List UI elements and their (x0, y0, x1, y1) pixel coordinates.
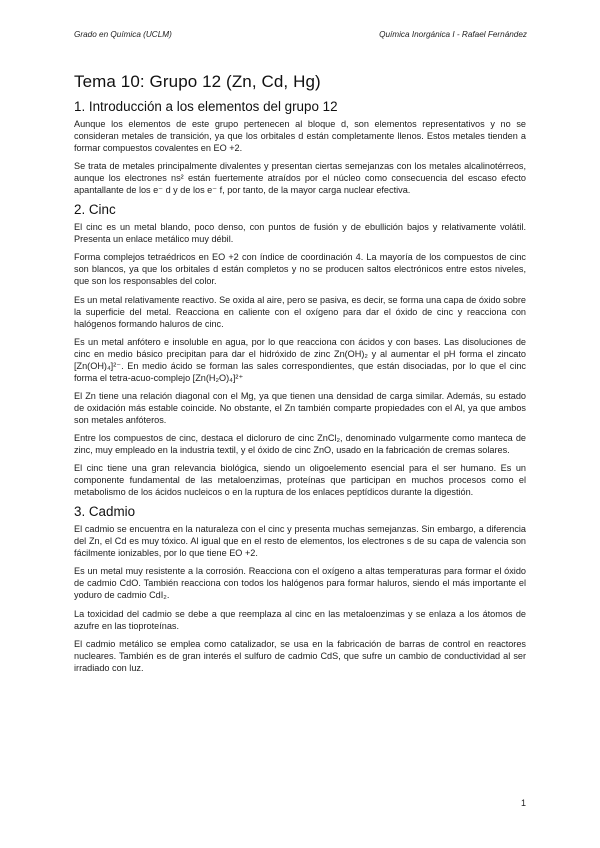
header-course: Grado en Química (UCLM) (74, 30, 172, 39)
section-heading: 1. Introducción a los elementos del grupo 12 (74, 99, 338, 114)
paragraph: Forma complejos tetraédricos en EO +2 con índice de coordinación 4. La mayoría de los compuestos de cinc son blancos, ya que los orbitales d están completos y no se producen saltos electrónicos entre estos niveles, que son los responsables del color. (74, 252, 526, 287)
paragraph: El cadmio se encuentra en la naturaleza con el cinc y presenta muchas semejanzas. Sin embargo, a diferencia del Zn, el Cd es muy tóxico. Al igual que en el resto de elementos, los electrones s de su capa de valencia son fácilmente ionizables, por lo que tiene EO +2. (74, 524, 526, 559)
document-body (74, 72, 526, 680)
paragraph: El cinc tiene una gran relevancia biológica, siendo un oligoelemento esencial para el ser humano. Es un componente fundamental de las metaloenzimas, proteínas que participan en muchos procesos como el metabolismo de los ácidos nucleicos o en la ruptura de los enlaces peptídicos durante la digestión. (74, 463, 526, 498)
paragraph: Entre los compuestos de cinc, destaca el dicloruro de cinc ZnCl₂, denominado vulgarmente como manteca de zinc, muy empleado en la industria textil, y el óxido de cinc ZnO, usado en la fabricación de cremas solares. (74, 432, 526, 456)
paragraph: La toxicidad del cadmio se debe a que reemplaza al cinc en las metaloenzimas y se enlaza a los átomos de azufre en las tioproteínas. (74, 608, 526, 631)
header-subject-author: Química Inorgánica I - Rafael Fernández (379, 30, 527, 39)
paragraph: Es un metal anfótero e insoluble en agua, por lo que reacciona con ácidos y con bases. Las disoluciones de cinc en medio básico precipitan para dar el hidróxido de zinc Zn(OH)₂ y al aumentar el pH forma el zincato [Zn(OH)₄]²⁻. En medio ácido se forman las sales correspondientes, que están disociadas, por lo que el cinc forma el tetra-acuo-complejo [Zn(H₂O)₄]²⁺ (74, 336, 526, 383)
section-heading: 3. Cadmio (74, 504, 136, 520)
paragraph: Es un metal relativamente reactivo. Se oxida al aire, pero se pasiva, es decir, se forma una capa de óxido sobre la superficie del metal. Reacciona en caliente con el oxígeno para dar el óxido de cinc y reacciona con halógenos formando haluros de cinc. (74, 294, 526, 329)
paragraph: El cinc es un metal blando, poco denso, con puntos de fusión y de ebullición bajos y relativamente volátil. Presenta un enlace metálico muy débil. (74, 222, 526, 245)
page-title: Tema 10: Grupo 12 (Zn, Cd, Hg) (74, 72, 321, 91)
section-heading: 2. Cinc (74, 202, 116, 218)
paragraph: Aunque los elementos de este grupo pertenecen al bloque d, son elementos representativos y no se consideran metales de transición, ya que los orbitales d están completamente llenos. Estos metales tienden a formar compuestos covalentes en EO +2. (74, 119, 526, 154)
section-introduccion (74, 99, 526, 196)
section-cinc (74, 202, 526, 498)
paragraph: El Zn tiene una relación diagonal con el Mg, ya que tienen una densidad de carga similar. Además, su estado de oxidación más estable coincide. No obstante, el Zn también comparte propiedades con el Al, ya que ambos son metales anfóteros. (74, 390, 526, 425)
section-cadmio (74, 504, 526, 674)
paragraph: Es un metal muy resistente a la corrosión. Reacciona con el oxígeno a altas temperaturas para formar el óxido de cadmio CdO. También reacciona con todos los halógenos para formar haluros, siendo el más importante el yoduro de cadmio CdI₂. (74, 566, 526, 601)
page-number: 1 (520, 798, 526, 808)
paragraph: Se trata de metales principalmente divalentes y presentan ciertas semejanzas con los metales alcalinotérreos, aunque los electrones ns² están fuertemente atraídos por el núcleo como consecuencia del escaso efecto apantallante de los e⁻ d y de los e⁻ f, por tanto, de la mayor carga nuclear efectiva. (74, 161, 526, 196)
paragraph: El cadmio metálico se emplea como catalizador, se usa en la fabricación de barras de control en reactores nucleares. También es de gran interés el sulfuro de cadmio CdS, que sufre un cambio de conductividad al ser irradiado con luz. (74, 638, 526, 673)
